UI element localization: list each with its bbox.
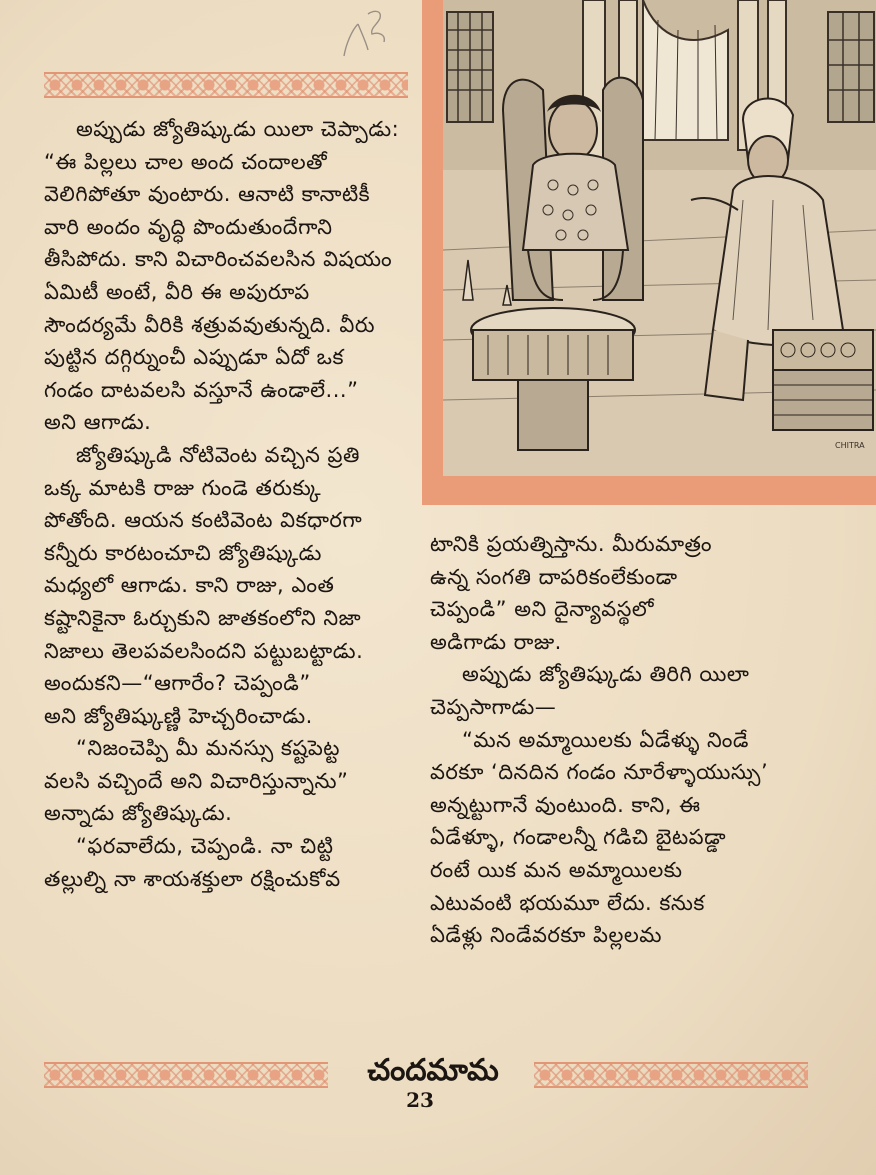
text-line: “ఫరవాలేదు, చెప్పండి. నా చిట్టి (76, 834, 334, 859)
text-line: అన్నాడు జ్యోతిష్కుడు. (44, 801, 233, 826)
text-line: జ్యోతిష్కుడి నోటివెంట వచ్చిన ప్రతి (76, 442, 360, 467)
text-line: అన్నట్టుగానే వుంటుంది. కాని, ఈ (430, 792, 701, 817)
magazine-title: చందమామ (367, 1053, 499, 1088)
text-line: వెలిగిపోతూ వుంటారు. ఆనాటి కానాటికీ (44, 182, 371, 207)
text-line: ఎటువంటి భయమూ లేదు. కనుక (430, 890, 705, 915)
text-line: మధ్యలో ఆగాడు. కాని రాజు, ఎంత (44, 573, 335, 598)
text-line: టానికి ప్రయత్నిస్తాను. మీరుమాత్రం (430, 532, 713, 556)
text-line: వారి అందం వృద్ధి పొందుతుందేగాని (44, 214, 333, 239)
illustrator-signature: CHITRA (835, 441, 865, 450)
text-line: అప్పుడు జ్యోతిష్కుడు యిలా చెప్పాడు: (76, 117, 400, 141)
text-line: ఒక్క మాటకి రాజు గుండె తరుక్కు (44, 475, 322, 500)
left-text-column (44, 113, 422, 895)
text-line: అందుకని—“ఆగారేం? చెప్పండి” (44, 671, 311, 696)
page-number: 23 (406, 1088, 434, 1112)
text-line: అప్పుడు జ్యోతిష్కుడు తిరిగి యిలా (462, 662, 750, 687)
text-line: ఉన్న సంగతి దాపరికంలేకుండా (430, 564, 678, 589)
text-line: పుట్టిన దగ్గిర్నుంచీ ఎప్పుడూ ఏదో ఒక (44, 345, 344, 370)
text-line: అడిగాడు రాజు. (430, 629, 562, 654)
text-line: నిజాలు తెలపవలసిందని పట్టుబట్టాడు. (44, 638, 364, 663)
pencil-page-mark (338, 4, 392, 64)
right-text-column (430, 528, 810, 952)
text-line: “ఈ పిల్లలు చాల అంద చందాలతో (44, 149, 328, 174)
text-line: తీసిపోదు. కాని విచారించవలసిన విషయం (44, 247, 393, 272)
text-line: చెప్పసాగాడు— (430, 694, 557, 719)
text-line: గండం దాటవలసి వస్తూనే ఉండాలే...” (44, 377, 359, 402)
text-line: పోతోంది. ఆయన కంటివెంట వికధారగా (44, 508, 363, 533)
text-line: వలసి వచ్చిందే అని విచారిస్తున్నాను” (44, 768, 349, 793)
text-line: కన్నీరు కారటంచూచి జ్యోతిష్కుడు (44, 540, 322, 565)
text-line: ఏడేళ్లు నిండేవరకూ పిల్లలమ (430, 923, 662, 948)
text-line: కష్టానికైనా ఓర్చుకుని జాతకంలోని నిజా (44, 605, 362, 630)
text-line: ఏడేళ్ళూ, గండాలన్నీ గడిచి బైటపడ్డా (430, 825, 727, 850)
text-line: తల్లుల్ని నా శాయశక్తులా రక్షించుకోవ (44, 866, 341, 891)
text-line: చెప్పండి” అని దైన్యావస్థలో (430, 597, 654, 622)
top-ornament-band (44, 72, 408, 98)
text-line: “మన అమ్మాయిలకు ఏడేళ్ళు నిండే (462, 727, 749, 752)
text-line: అని ఆగాడు. (44, 410, 152, 435)
text-line: రంటే యిక మన అమ్మాయిలకు (430, 857, 683, 882)
text-line: “నిజంచెప్పి మీ మనస్సు కష్టపెట్ట (76, 736, 341, 761)
king-and-astrologer-illustration (443, 0, 876, 476)
text-line: సౌందర్యమే వీరికి శత్రువవుతున్నది. వీరు (44, 312, 376, 337)
footer-ornament-right (534, 1062, 808, 1088)
text-line: వరకూ ‘దినదిన గండం నూరేళ్ళాయుస్సు’ (430, 760, 769, 785)
text-line: అని జ్యోతిష్కుణ్ణి హెచ్చరించాడు. (44, 703, 313, 728)
footer-ornament-left (44, 1062, 328, 1088)
text-line: ఏమిటీ అంటే, వీరి ఈ అపురూప (44, 279, 310, 304)
